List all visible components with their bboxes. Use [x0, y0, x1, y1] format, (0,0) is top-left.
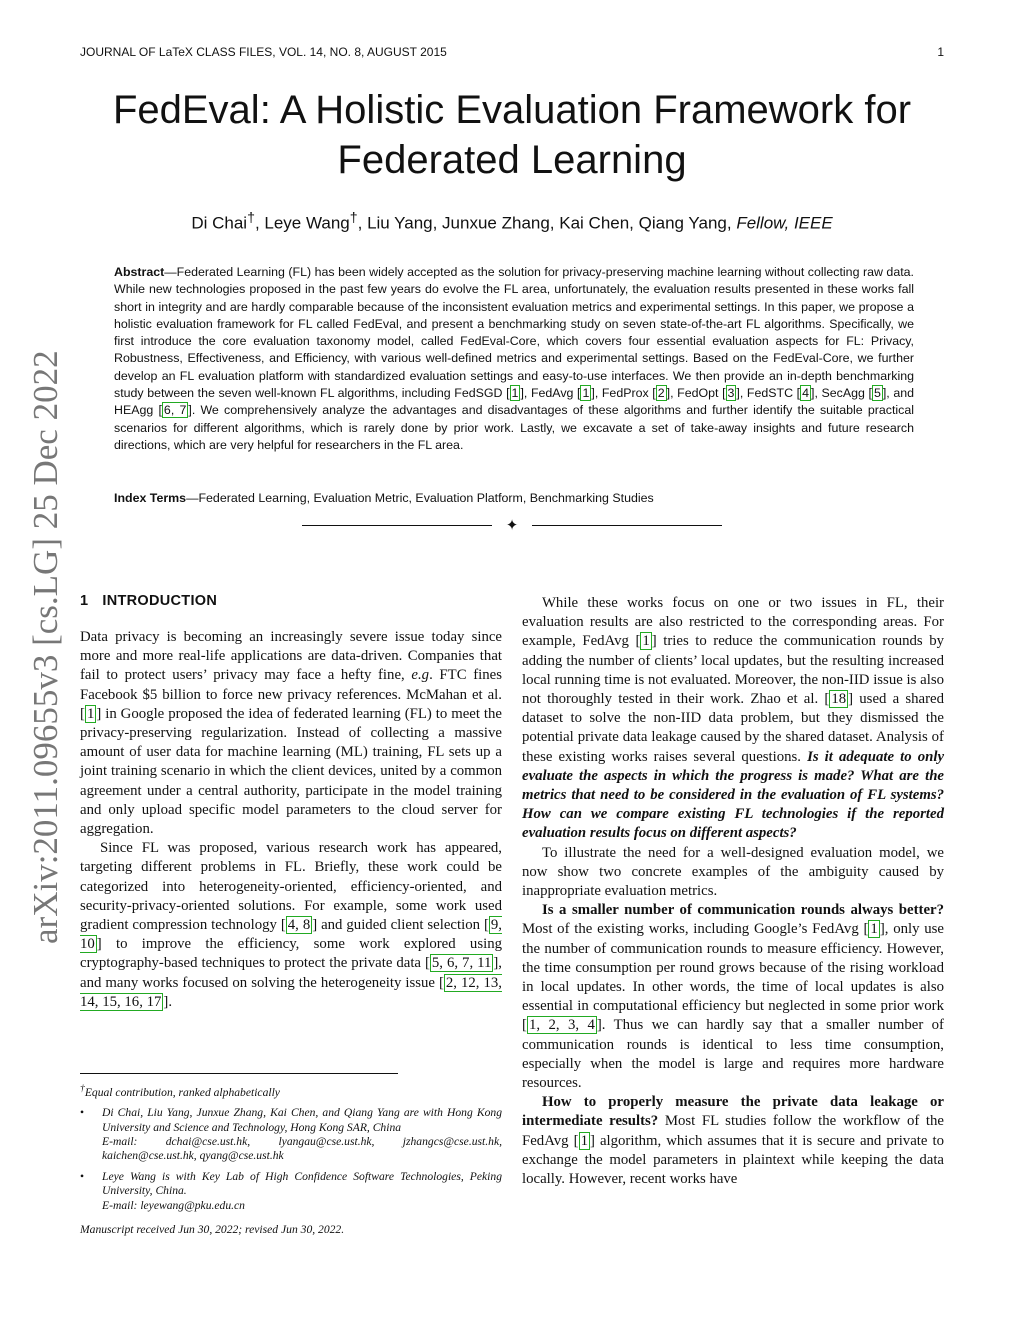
dagger-mark: † [349, 210, 358, 226]
text: Leye Wang is with Key Lab of High Confidence Software Technologies, Peking University, China. [102, 1169, 502, 1198]
citation-link[interactable]: 1, 2, 3, 4 [528, 1017, 595, 1034]
bullet-icon: • [80, 1106, 85, 1120]
citation-link[interactable]: 1 [86, 705, 95, 722]
paragraph: Is a smaller number of communication rounds always better? Most of the existing works, including Google’s FedAvg [ 1 ], only use the number of communication rounds to measure efficiency. However, the time consumption per round grows because of the rising workload in local updates. In other words, the time of local updates is also essential in computational efficiency but neglected in some prior work [ 1, 2, 3, 4 ]. Thus we can hardly say that a smaller number of communication rounds is identical to less time consumption, especially when the model is large and requires more hardware resources. [522, 902, 945, 1092]
citation-link[interactable]: 4 [802, 386, 809, 401]
text: . [168, 993, 173, 1010]
text: algorithm, which assumes that it is secure and private to exchange the model parameters in plaintext while keeping the data locally. However, recent works have [522, 1132, 944, 1188]
paragraph: While these works focus on one or two issues in FL, their evaluation results are also restricted to the corresponding areas. For example, FedAvg [ 1 ] tries to reduce the communication rounds by adding the number of clients’ local updates, but the resulting increased local running time is not evaluated. Moreover, the non-IID issue is also not thoroughly tested in their work. Zhao et al. [ 18 ] used a shared dataset to solve the non-IID data problem, but they dismissed the potential private data leakage caused by the shared dataset. Analysis of these existing works raises several questions. Is it adequate to only evaluate the aspects in which the progress is made? What are the metrics that need to be considered in the evaluation of FL systems? How can we compare existing FL technologies if the reported evaluation results focus on different aspects? [522, 595, 945, 842]
manuscript-note: Manuscript received Jun 30, 2022; revised Jun 30, 2022. [80, 1223, 345, 1237]
abstract-text: , FedSTC [739, 386, 797, 401]
text: While these works focus on one or two issues in FL, their evaluation results are also restricted to the corresponding areas. For example, FedAvg [522, 595, 944, 650]
index-terms [114, 490, 914, 507]
email-text: E-mail: dchai@cse.ust.hk, lyangau@cse.ust.hk, jzhangcs@cse.ust.hk, kaichen@cse.ust.hk, qyang@cse.ust.hk [102, 1135, 502, 1163]
footnote-affiliation [80, 1170, 502, 1213]
footnotes [80, 1082, 502, 1238]
citation-link[interactable]: 6, 7 [163, 403, 187, 418]
paragraph-heading: How to properly measure the private data leakage or intermediate results? [522, 1094, 944, 1130]
paragraph: How to properly measure the private data leakage or intermediate results? Most FL studies follow the workflow of the FedAvg [ 1 ] algorithm, which assumes that it is secure and private to exchange the model parameters in plaintext while keeping the data locally. However, recent works have [522, 1094, 944, 1188]
arxiv-identifier[interactable]: arXiv:2011.09655v3 [cs.LG] 25 Dec 2022 [26, 350, 65, 944]
text: Is it adequate to only evaluate the aspects in which the progress is made? What are the metrics that need to be considered in the evaluation of FL systems? How can we compare existing FL technologies if the reported evaluation results focus on different aspects? [522, 748, 945, 842]
page-number: 1 [937, 45, 944, 59]
citation-link[interactable]: 18 [831, 691, 847, 708]
text: Data privacy is becoming an increasingly severe issue today since more and more real-life applications are data-driven. Companies that fail to protect users’ privacy may face a hefty fine, [80, 629, 502, 684]
bullet-icon: • [80, 1169, 85, 1183]
text: Most FL studies follow the workflow of the FedAvg [522, 1113, 944, 1149]
citation-link[interactable]: 9, 10 [80, 917, 502, 953]
text: , only use the number of communication rounds to measure efficiency. However, the time consumption per round grows because of the rising workload in local updates. In other words, the time of local updates is also essential in computational efficiency but neglected in some prior work [522, 921, 945, 1015]
text: . Thus we can hardly say that a smaller number of communication rounds is identical to less time consumption, especially when the model is large and requires more hardware resources. [522, 1017, 944, 1092]
text: to improve the efficiency, some work explored using cryptography-based techniques to protect the private data [80, 936, 502, 972]
abstract-text: —Federated Learning (FL) has been widely accepted as the solution for privacy-preserving machine learning without collecting raw data. While new technologies proposed in the past few years do evolve the FL area, unfortunately, the evaluation results presented in these works fall short in integrity and are hardly comparable because of the inconsistent evaluation metrics and experimental settings. In this paper, we propose a holistic evaluation framework for FL called FedEval, and present a benchmarking study on seven state-of-the-art FL algorithms. Specifically, we first introduce the core evaluation taxonomy model, called FedEval-Core, which covers four essential evaluation aspects for FL: Privacy, Robustness, Effectiveness, and Efficiency, with various well-defined metrics and experimental settings. Based on the FedEval-Core, we further develop an FL evaluation platform with standardized evaluation settings and easy-to-use interfaces. We then provide an in-depth benchmarking study between the seven well-known FL algorithms, including FedSGD [114, 265, 914, 401]
citation-link[interactable]: 1 [511, 386, 519, 401]
citation-link[interactable]: 1 [642, 633, 650, 650]
text: Since FL was proposed, various research work has appeared, targeting different problems in FL. Briefly, these work could be categorized into heterogeneity-oriented, efficiency-oriented, and security-privacy-oriented solutions. For example, some work used gradient compression technology [80, 840, 502, 934]
abstract-text: , and HEAgg [114, 386, 915, 418]
left-column [80, 628, 502, 1012]
abstract-text: . We comprehensively analyze the advantages and disadvantages of these algorithms and further identify the suitable practical scenarios for different algorithms, which is rarely done by prior work. Lastly, we excavate a set of take-away insights and future research directions, which are very helpful for researchers in the FL area. [114, 403, 915, 452]
paper-title: FedEval: A Holistic Evaluation Framework for Federated Learning [112, 88, 912, 182]
citation-link[interactable]: 3 [727, 386, 735, 401]
dagger-mark: † [80, 1083, 85, 1094]
section-title: INTRODUCTION [102, 593, 218, 609]
separator-line [302, 525, 492, 526]
text: and guided client selection [317, 917, 484, 934]
citation-link[interactable]: 1 [580, 1132, 588, 1149]
index-terms-text: —Federated Learning, Evaluation Metric, Evaluation Platform, Benchmarking Studies [186, 491, 654, 505]
text: Di Chai, Liu Yang, Junxue Zhang, Kai Chen, and Qiang Yang are with Hong Kong University and Science and Technology, Hong Kong SAR, China [102, 1106, 502, 1134]
text: used a shared dataset to solve the non-IID data problem, but they dismissed the potential private data leakage caused by the shared dataset. Analysis of these existing works raises several questions. [522, 691, 944, 765]
author-name: , Leye Wang [254, 213, 350, 233]
abstract-text: , FedOpt [670, 386, 723, 401]
paragraph: Since FL was proposed, various research work has appeared, targeting different problems in FL. Briefly, these work could be categorized into heterogeneity-oriented, efficiency-oriented, and security-privacy-oriented solutions. For example, some work used gradient compression technology [ 4, 8 ] and guided client selection [ 9, 10 ] to improve the efficiency, some work explored using cryptography-based techniques to protect the private data [ 5, 6, 7, 11 ], and many works focused on solving the heterogeneity issue [ 2, 12, 13, 14, 15, 16, 17 ]. [80, 840, 502, 1010]
citation-link[interactable]: 5 [873, 386, 881, 401]
journal-name: JOURNAL OF LaTeX CLASS FILES, VOL. 14, NO. 8, AUGUST 2015 [80, 45, 447, 59]
fellow-title: Fellow, IEEE [736, 213, 833, 233]
paragraph: Data privacy is becoming an increasingly severe issue today since more and more real-life applications are data-driven. Companies that fail to protect users’ privacy may face a hefty fine, e.g. FTC fines Facebook $5 billion to force new privacy references. McMahan et al. [ 1 ] in Google proposed the idea of federated learning (FL) to meet the privacy-preserving regularization. Instead of collecting a massive amount of user data for machine learning (ML) training, FL sets up a joint training scenario in which the client devices, united by a common agreement under a central authority, participate in the model training and only upload specific model parameters to the cloud server for aggregation. [80, 629, 502, 838]
separator-line [532, 525, 722, 526]
abstract-label: Abstract [114, 265, 165, 279]
author-name: Di Chai [191, 213, 248, 233]
text: in Google proposed the idea of federated learning (FL) to meet the privacy-preserving regularization. Instead of collecting a massive amount of user data for machine learning (ML) training, FL sets up a joint training scenario in which the client devices, united by a common agreement under a central authority, participate in the model training and only upload specific model parameters to the cloud server for aggregation. [80, 705, 502, 838]
section-number: 1 [80, 593, 89, 609]
paragraph [522, 844, 944, 902]
right-column [522, 594, 944, 1189]
text: . FTC fines Facebook $5 billion to force new privacy references. McMahan et al. [80, 667, 502, 703]
abstract: Abstract—Federated Learning (FL) has been widely accepted as the solution for privacy-preserving machine learning without collecting raw data. While new technologies proposed in the past few years do evolve the FL area, unfortunately, the evaluation results presented in these works fall short in integrity and are hardly comparable because of the inconsistent evaluation metrics and experimental settings. In this paper, we propose a holistic evaluation framework for FL called FedEval, and present a benchmarking study on seven state-of-the-art FL algorithms. Specifically, we first introduce the core evaluation taxonomy model, called FedEval-Core, which covers four essential evaluation aspects for FL: Privacy, Robustness, Effectiveness, and Efficiency, with various well-defined metrics and experimental settings. Based on the FedEval-Core, we further develop an FL evaluation platform with standardized evaluation settings and easy-to-use interfaces. We then provide an in-depth benchmarking study between the seven well-known FL algorithms, including FedSGD [ 1 ], FedAvg [ 1 ], FedProx [ 2 ], FedOpt [ 3 ], FedSTC [ 4 ], SecAgg [ 5 ], and HEAgg [ 6, 7 ]. We comprehensively analyze the advantages and disadvantages of these algorithms and further identify the suitable practical scenarios for different algorithms, which is rarely done by prior work. Lastly, we excavate a set of take-away insights and future research directions, which are very helpful for researchers in the FL area. [114, 265, 915, 452]
author-list [80, 210, 944, 234]
citation-link[interactable]: 1 [582, 386, 590, 401]
section-separator [302, 516, 722, 536]
text: To illustrate the need for a well-designed evaluation model, we now show two concrete examples of the ambiguity caused by inappropriate evaluation metrics. [522, 844, 944, 900]
text: tries to reduce the communication rounds by adding the number of clients’ local updates, but the resulting increased local running time is not evaluated. Moreover, the non-IID issue is also not thoroughly tested in their work. Zhao et al. [522, 633, 944, 708]
paragraph-heading: Is a smaller number of communication rounds always better? [541, 902, 944, 919]
abstract-text: , SecAgg [814, 386, 869, 401]
text: Equal contribution, ranked alphabetically [84, 1085, 280, 1099]
footnote-equal-contribution [80, 1082, 502, 1100]
citation-link[interactable]: 4, 8 [287, 917, 311, 934]
running-header [80, 45, 944, 59]
citation-link[interactable]: 1 [870, 921, 878, 938]
text: Most of the existing works, including Google’s FedAvg [522, 921, 864, 938]
email-text: E-mail: leyewang@pku.edu.cn [102, 1198, 245, 1212]
footnote-affiliation [80, 1106, 502, 1164]
citation-link[interactable]: 5, 6, 7, 11 [431, 955, 492, 972]
dagger-mark: † [247, 210, 255, 226]
author-names: , Liu Yang, Junxue Zhang, Kai Chen, Qiang Yang, [357, 213, 737, 233]
citation-link[interactable]: 2, 12, 13, 14, 15, 16, 17 [80, 974, 502, 1010]
abstract-text: , FedAvg [523, 386, 578, 401]
footnote-rule [80, 1073, 398, 1074]
abstract-text: , FedProx [594, 386, 653, 401]
index-terms-label: Index Terms [114, 491, 187, 505]
citation-link[interactable]: 2 [657, 386, 665, 401]
text: , and many works focused on solving the heterogeneity issue [80, 955, 502, 991]
text: e.g [411, 667, 430, 684]
diamond-icon: ✦ [505, 518, 519, 534]
section-heading [80, 593, 217, 609]
